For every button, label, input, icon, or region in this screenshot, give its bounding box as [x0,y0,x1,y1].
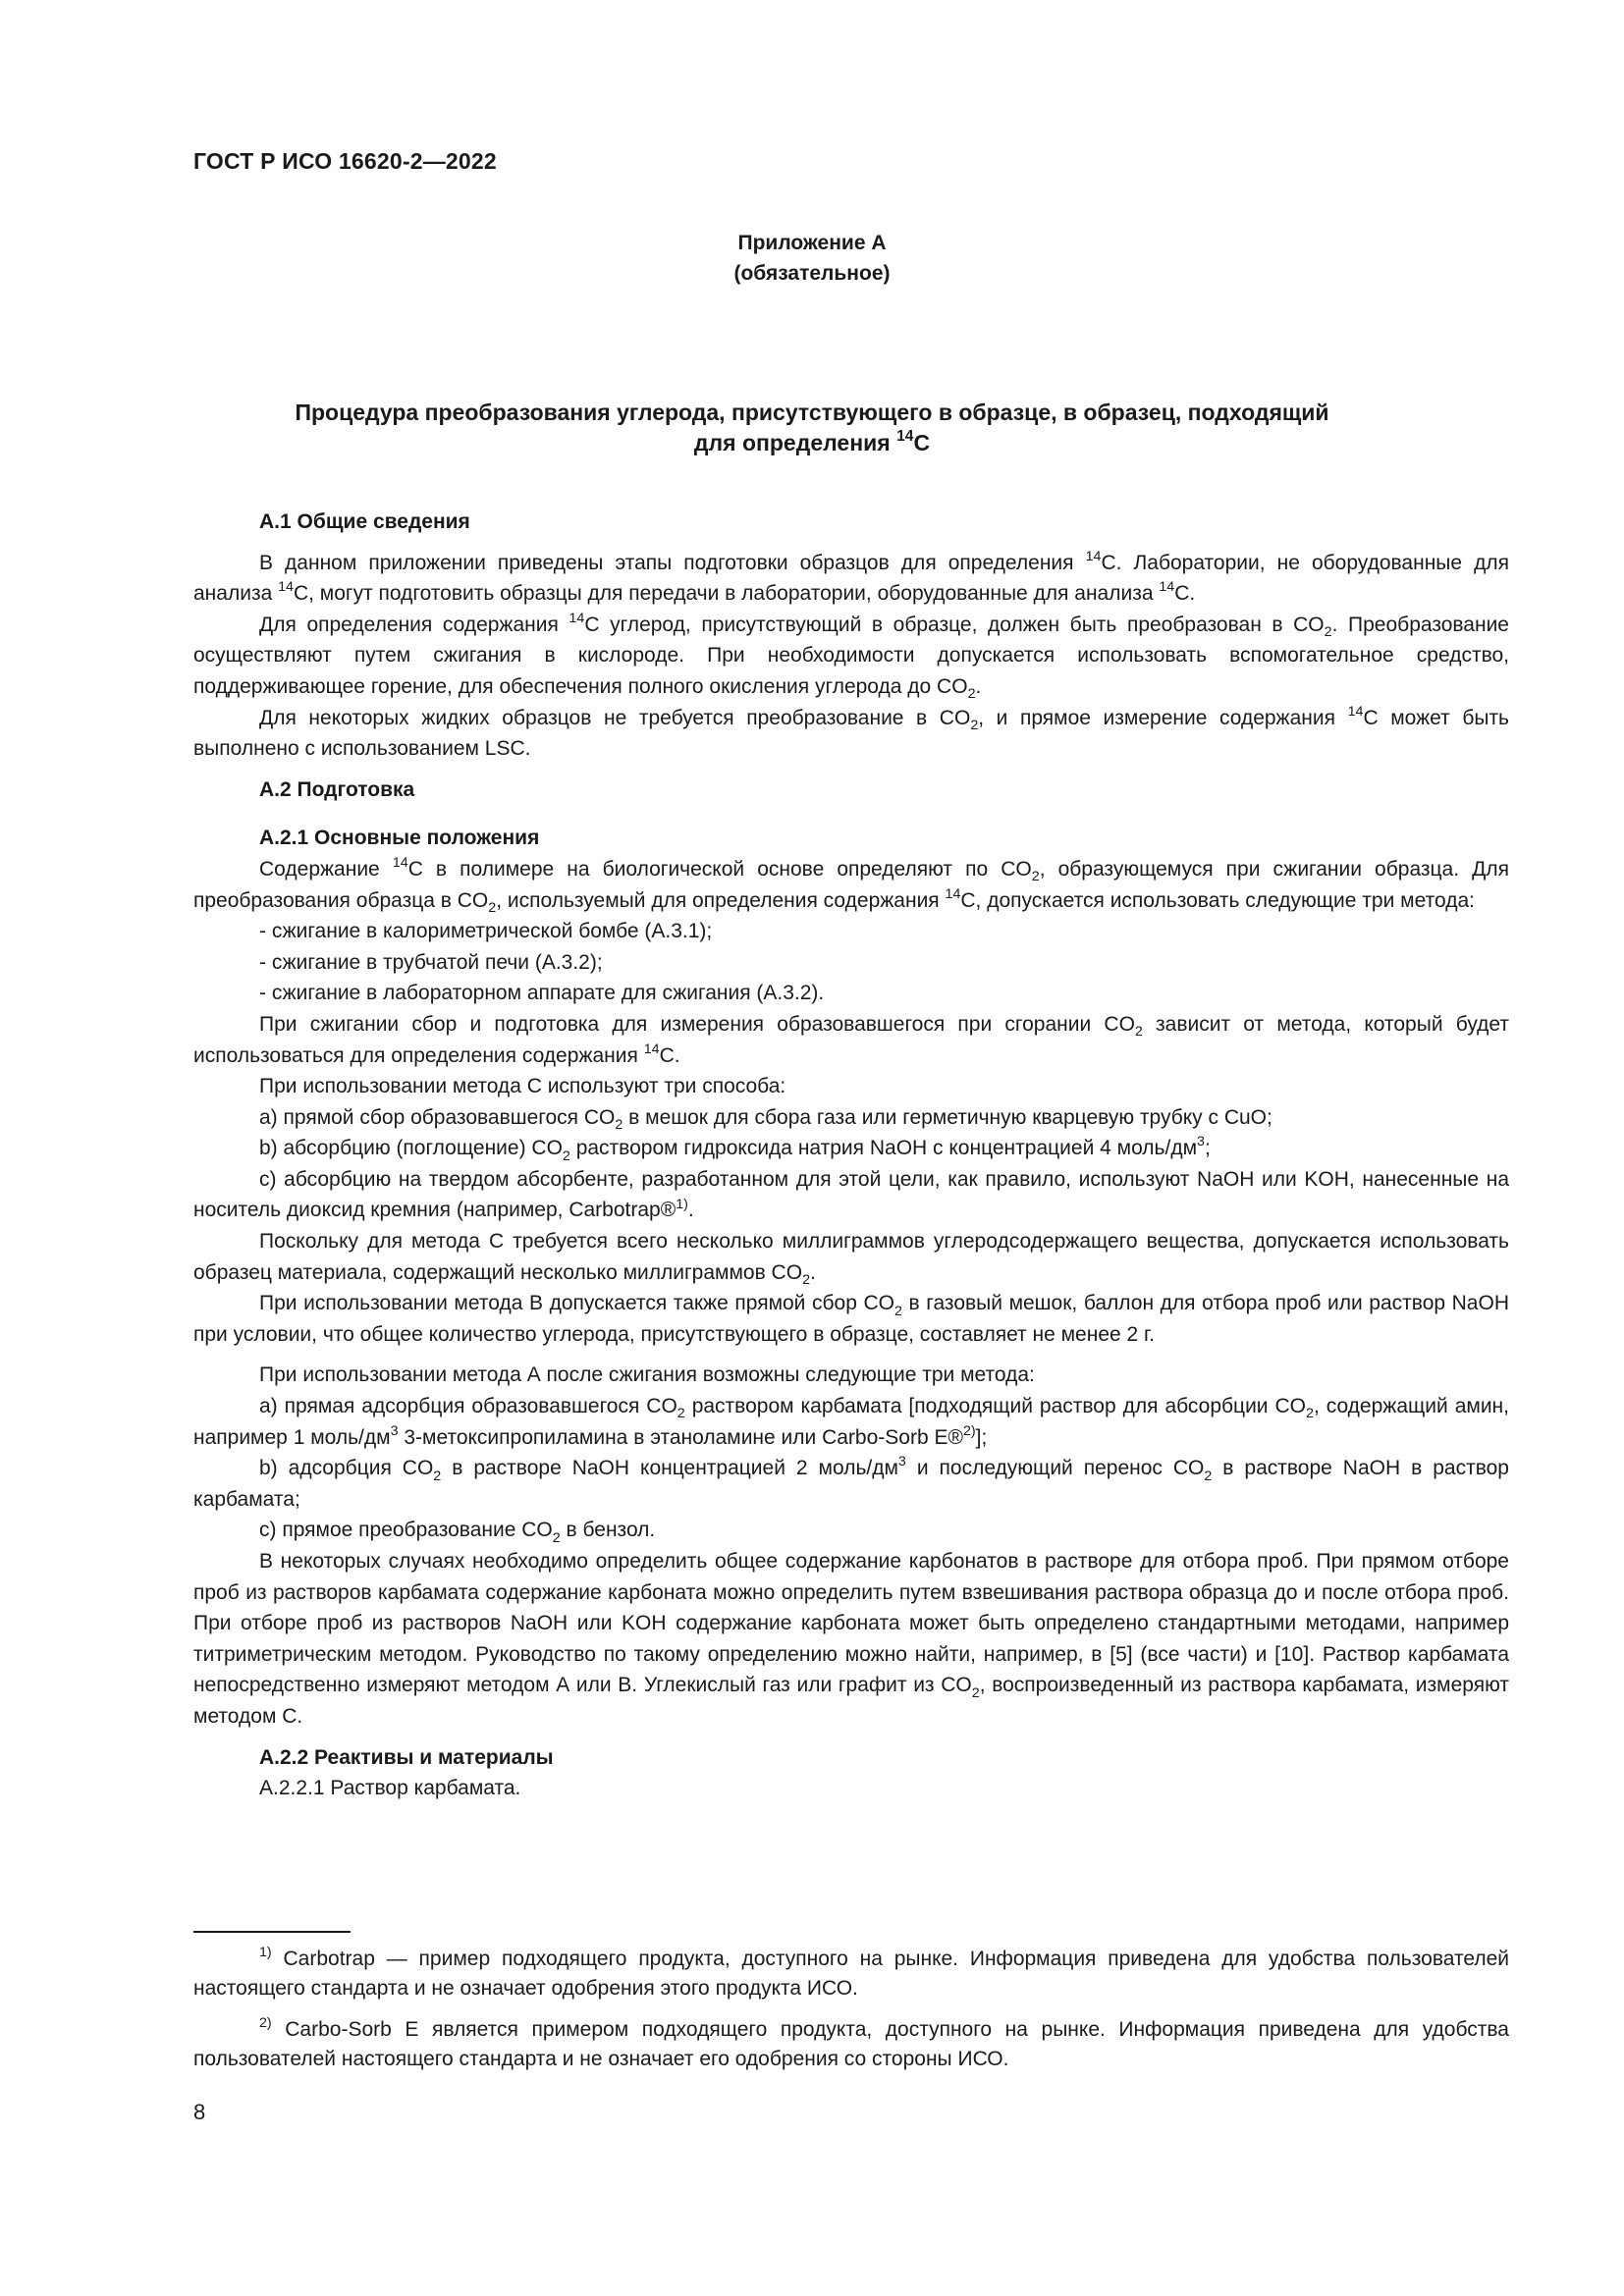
paragraph: В данном приложении приведены этапы подготовки образцов для определения $^{14}$C. Лаборатории, не оборудованные для анализа $^{14}$C, могут подготовить образцы для передачи в лаборатории, оборудованные для анализа $^{14}$C. [193,548,1509,606]
paragraph: При использовании метода C используют три способа: [259,1075,786,1098]
paragraph: Поскольку для метода C требуется всего несколько миллиграммов углеродсодержащего вещества, допускается использовать образец материала, содержащий несколько миллиграммов $CO_2$. [193,1230,1509,1289]
paragraph: Содержание $^{14}$C в полимере на биологической основе определяют по $CO_2$, образующемуся при сжигании образца. Для преобразования образца в $CO_2$, используемый для определения содержания $^{14}$C, допускается использовать следующие три метода: [193,855,1509,916]
list-item: b) абсорбцию (поглощение) $CO_2$ раствором гидроксида натрия NaOH с концентрацией 4 моль/$дм^3$; [259,1134,1211,1164]
list-item: - сжигание в калориметрической бомбе (А.3.1); [259,920,713,943]
list-item: - сжигание в лабораторном аппарате для сжигания (А.3.2). [259,982,825,1005]
title-line-2: для определения $^{14}$C [693,428,931,455]
isotope-mass: 14 [896,428,914,446]
footnote-divider [193,1931,351,1933]
paragraph: При использовании метода А после сжигания возможны следующие три метода: [259,1363,1035,1387]
section-heading-a1: А.1 Общие сведения [259,510,470,533]
section-heading-a2: А.2 Подготовка [259,777,415,801]
paragraph: Для некоторых жидких образцов не требуется преобразование в $CO_2$, и прямое измерение содержания $^{14}$C может быть выполнено с использованием LSC. [193,703,1510,761]
list-item: - сжигание в трубчатой печи (А.3.2); [259,950,603,974]
footnote-ref-1: 1) [676,1196,688,1212]
appendix-label-block [0,228,1624,289]
paragraph: При сжигании сбор и подготовка для измерения образовавшегося при сгорании $CO_2$ зависит от метода, который будет использоваться для определения содержания $^{14}$C. [193,1012,1509,1067]
subsection-heading-a2-1: А.2.1 Основные положения [259,827,540,850]
appendix-title [196,398,1428,458]
footnote-1: $^{1)}$ Carbotrap — пример подходящего продукта, доступного на рынке. Информация приведена для удобства пользователей настоящего стандарта и не означает одобрения этого продукта ИСО. [193,1945,1509,2000]
document-body [193,507,1509,1804]
list-item: a) прямой сбор образовавшегося $CO_2$ в мешок для сбора газа или герметичную кварцевую трубку с CuO; [259,1105,1272,1134]
paragraph: В некоторых случаях необходимо определить общее содержание карбонатов в растворе для отбора проб. При прямом отборе проб из растворов карбамата содержание карбоната можно определить путем взвешивания раствора образца до и после отбора проб. При отборе проб из растворов NaOH или KOH содержание карбоната может быть определено стандартными методами, например титриметрическим методом. Руководство по такому определению можно найти, например, в [5] (все части) и [10]. Раствор карбамата непосредственно измеряют методом А или B. Углекислый газ или графит из $CO_2$, воспроизведенный из раствора карбамата, измеряют методом C. [193,1550,1509,1728]
footnote-ref-2: 2) [962,1422,976,1439]
title-line-1: Процедура преобразования углерода, присутствующего в образце, в образец, подходящий [295,400,1329,425]
paragraph: А.2.2.1 Раствор карбамата. [259,1777,521,1800]
list-item: b) адсорбция $CO_2$ в растворе NaOH концентрацией 2 моль/$дм^3$ и последующий перенос $CO_2$ в растворе NaOH в раствор карбамата; [193,1454,1509,1511]
list-item: c) прямое преобразование $CO_2$ в бензол. [259,1519,656,1546]
footnote-2: $^{2)}$ Carbo-Sorb E является примером подходящего продукта, доступного на рынке. Информация приведена для удобства пользователей настоящего стандарта и не означает его одобрения со стороны ИСО. [193,2015,1509,2070]
footnotes [193,1945,1509,2086]
page-number: 8 [193,2100,206,2124]
standard-id-header: ГОСТ Р ИСО 16620-2—2022 [193,148,497,174]
appendix-label: Приложение А [737,232,887,254]
list-item: a) прямая адсорбция образовавшегося $CO_2$ раствором карбамата [подходящий раствор для абсорбции $CO_2$, содержащий амин, например 1 моль/$дм^3$ 3-метоксипропиламина в этаноламине или Carbo-Sorb E®$^{2)}$]; [193,1395,1509,1449]
paragraph: Для определения содержания $^{14}$C углерод, присутствующий в образце, должен быть преобразован в $CO_2$. Преобразование осуществляют путем сжигания в кислороде. При необходимости допускается использовать вспомогательное средство, поддерживающее горение, для обеспечения полного окисления углерода до $CO_2$. [193,610,1509,703]
subsection-heading-a2-2: А.2.2 Реактивы и материалы [259,1745,554,1769]
paragraph: При использовании метода B допускается также прямой сбор $CO_2$ в газовый мешок, баллон для отбора проб или раствор NaOH при условии, что общее количество углерода, присутствующего в образце, составляет не менее 2 г. [193,1292,1509,1346]
list-item: c) абсорбцию на твердом абсорбенте, разработанном для этой цели, как правило, используют NaOH или KOH, нанесенные на носитель диоксид кремния (например, Carbotrap®$^{1)}$. [193,1167,1509,1222]
appendix-status: (обязательное) [733,262,891,285]
